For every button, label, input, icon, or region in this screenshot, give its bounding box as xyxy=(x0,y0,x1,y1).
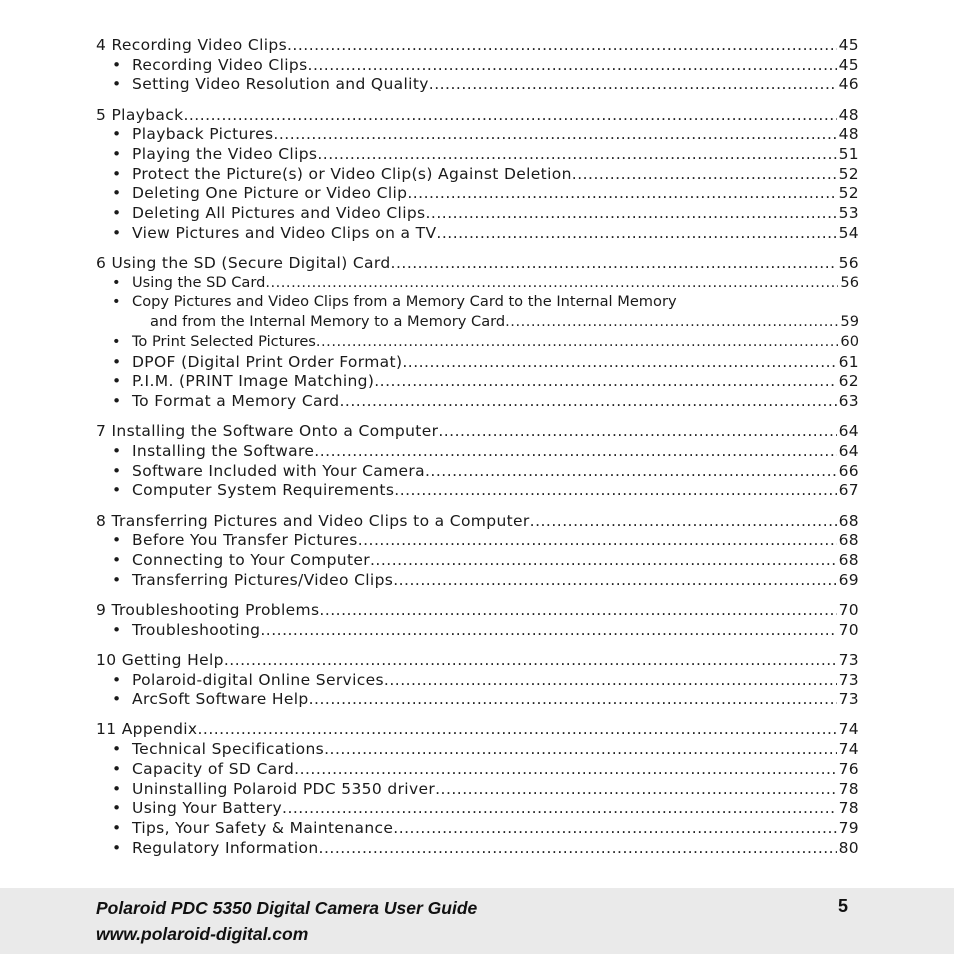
toc-item-page: 74 xyxy=(838,740,859,759)
dot-leader xyxy=(316,333,839,350)
toc-chapter-page: 45 xyxy=(838,36,859,54)
page-footer xyxy=(0,888,954,954)
toc-item-page: 61 xyxy=(838,352,859,371)
toc-section xyxy=(96,254,859,412)
toc-chapter-title: 7 Installing the Software Onto a Computer xyxy=(96,422,439,441)
dot-leader xyxy=(435,780,836,798)
toc-chapter-title: 4 Recording Video Clips xyxy=(96,36,287,54)
toc-item-page: 64 xyxy=(838,441,859,460)
toc-item-title: • Tips, Your Safety & Maintenance xyxy=(96,819,393,837)
dot-leader xyxy=(308,56,837,74)
toc-item-title: • Deleting All Pictures and Video Clips xyxy=(96,204,425,222)
toc-item-title: • Before You Transfer Pictures xyxy=(96,531,358,549)
toc-item-page: 45 xyxy=(838,55,859,74)
toc-section xyxy=(96,512,859,591)
toc-item-page: 68 xyxy=(838,531,859,550)
toc-item xyxy=(96,760,859,780)
toc-chapter xyxy=(96,720,859,740)
toc-item-page: 78 xyxy=(838,799,859,818)
toc-item-title: • Troubleshooting xyxy=(96,621,260,639)
footer-url: www.polaroid-digital.com xyxy=(96,924,309,944)
toc-chapter xyxy=(96,651,859,671)
toc-item-title: • Computer System Requirements xyxy=(96,481,394,499)
dot-leader xyxy=(282,799,837,817)
dot-leader xyxy=(505,313,838,330)
toc-item-title: • Software Included with Your Camera xyxy=(96,462,425,480)
toc-item-title: • Copy Pictures and Video Clips from a Memory Card to the Internal Memory xyxy=(96,293,677,310)
dot-leader xyxy=(273,125,836,143)
toc-chapter-title: 8 Transferring Pictures and Video Clips to a Computer xyxy=(96,511,530,530)
toc-section xyxy=(96,422,859,501)
toc-item xyxy=(96,819,859,839)
toc-item xyxy=(96,442,859,462)
dot-leader xyxy=(425,462,837,480)
toc-item xyxy=(96,799,859,819)
toc-item-title: • Playing the Video Clips xyxy=(96,145,317,163)
toc-item-title: • Playback Pictures xyxy=(96,125,273,143)
dot-leader xyxy=(384,671,837,689)
toc-chapter xyxy=(96,601,859,621)
toc-item-page: 54 xyxy=(838,223,859,242)
dot-leader xyxy=(530,512,837,530)
toc-chapter-page: 64 xyxy=(838,422,859,441)
dot-leader xyxy=(197,720,836,738)
toc-item xyxy=(96,184,859,204)
toc-item-title: • Using the SD Card xyxy=(96,274,265,291)
dot-leader xyxy=(183,106,836,124)
dot-leader xyxy=(429,75,837,93)
table-of-contents xyxy=(96,36,859,869)
toc-item xyxy=(96,145,859,165)
toc-item xyxy=(96,621,859,641)
toc-item-page: 68 xyxy=(838,550,859,569)
toc-item xyxy=(96,56,859,76)
toc-item-continuation xyxy=(96,313,859,333)
toc-section xyxy=(96,651,859,710)
toc-item-title: • Transferring Pictures/Video Clips xyxy=(96,571,393,589)
dot-leader xyxy=(317,145,836,163)
toc-item-page: 73 xyxy=(838,670,859,689)
toc-item-page: 62 xyxy=(838,372,859,391)
dot-leader xyxy=(394,481,836,499)
toc-item xyxy=(96,481,859,501)
toc-item xyxy=(96,125,859,145)
toc-item-title: • Polaroid-digital Online Services xyxy=(96,671,384,689)
toc-item-title: • Using Your Battery xyxy=(96,799,282,817)
toc-item-title: • Uninstalling Polaroid PDC 5350 driver xyxy=(96,780,435,798)
toc-item xyxy=(96,571,859,591)
toc-item-page: 63 xyxy=(838,391,859,410)
toc-chapter-page: 70 xyxy=(838,600,859,619)
footer-title: Polaroid PDC 5350 Digital Camera User Guide xyxy=(96,898,478,918)
toc-item-title: • DPOF (Digital Print Order Format) xyxy=(96,353,402,371)
toc-chapter xyxy=(96,254,859,274)
toc-item xyxy=(96,690,859,710)
toc-item xyxy=(96,839,859,859)
dot-leader xyxy=(265,274,838,291)
dot-leader xyxy=(374,372,836,390)
toc-item-page: 56 xyxy=(840,273,859,291)
toc-item-title: • Capacity of SD Card xyxy=(96,760,294,778)
toc-item-title: • Regulatory Information xyxy=(96,839,319,857)
page-number: 5 xyxy=(838,896,849,916)
toc-section xyxy=(96,36,859,95)
toc-item-page: 46 xyxy=(838,75,859,94)
dot-leader xyxy=(393,819,836,837)
toc-item-title: • Connecting to Your Computer xyxy=(96,551,370,569)
toc-chapter-page: 48 xyxy=(838,105,859,124)
toc-chapter-title: 10 Getting Help xyxy=(96,650,224,669)
toc-item-page: 52 xyxy=(838,184,859,203)
toc-item xyxy=(96,274,859,294)
toc-item xyxy=(96,353,859,373)
toc-item-continuation-page: 59 xyxy=(840,313,859,331)
toc-section xyxy=(96,106,859,244)
toc-item xyxy=(96,780,859,800)
dot-leader xyxy=(224,651,837,669)
toc-item-title: • To Print Selected Pictures xyxy=(96,333,316,350)
dot-leader xyxy=(309,690,837,708)
toc-item-title: • Setting Video Resolution and Quality xyxy=(96,75,429,93)
toc-item-page: 67 xyxy=(838,481,859,500)
toc-chapter xyxy=(96,422,859,442)
toc-item xyxy=(96,531,859,551)
toc-item-page: 73 xyxy=(838,690,859,709)
toc-item xyxy=(96,293,859,313)
dot-leader xyxy=(287,36,837,54)
dot-leader xyxy=(393,571,836,589)
toc-section xyxy=(96,720,859,858)
toc-item-title: • Technical Specifications xyxy=(96,740,324,758)
toc-chapter-title: 11 Appendix xyxy=(96,720,198,739)
toc-chapter-title: 5 Playback xyxy=(96,105,184,124)
dot-leader xyxy=(438,422,836,440)
dot-leader xyxy=(407,184,836,202)
toc-item-page: 76 xyxy=(838,759,859,778)
dot-leader xyxy=(340,392,837,410)
toc-item-page: 80 xyxy=(838,838,859,857)
dot-leader xyxy=(324,740,836,758)
toc-item-page: 79 xyxy=(838,818,859,837)
dot-leader xyxy=(436,224,836,242)
toc-chapter xyxy=(96,106,859,126)
toc-item-title: • Installing the Software xyxy=(96,442,314,460)
toc-chapter xyxy=(96,512,859,532)
toc-item-page: 48 xyxy=(838,125,859,144)
dot-leader xyxy=(370,551,837,569)
toc-item-page: 69 xyxy=(838,570,859,589)
toc-item-title: • Protect the Picture(s) or Video Clip(s) Against Deletion xyxy=(96,165,572,183)
toc-item-page: 78 xyxy=(838,779,859,798)
toc-chapter-title: 6 Using the SD (Secure Digital) Card xyxy=(96,254,391,273)
dot-leader xyxy=(572,165,837,183)
dot-leader xyxy=(314,442,836,460)
toc-item xyxy=(96,204,859,224)
toc-item-page: 70 xyxy=(838,620,859,639)
toc-item-page: 66 xyxy=(838,461,859,480)
toc-item-continuation-title: and from the Internal Memory to a Memory Card xyxy=(150,313,506,331)
toc-chapter-page: 74 xyxy=(838,720,859,739)
toc-chapter-page: 68 xyxy=(838,511,859,530)
toc-item xyxy=(96,165,859,185)
toc-item-page: 60 xyxy=(840,332,859,350)
toc-item xyxy=(96,333,859,353)
dot-leader xyxy=(319,601,836,619)
toc-item xyxy=(96,551,859,571)
dot-leader xyxy=(425,204,836,222)
dot-leader xyxy=(358,531,837,549)
toc-chapter-page: 73 xyxy=(838,650,859,669)
toc-item-page: 51 xyxy=(838,145,859,164)
dot-leader xyxy=(402,353,836,371)
toc-chapter-page: 56 xyxy=(838,254,859,273)
toc-item-page: 52 xyxy=(838,164,859,183)
toc-item xyxy=(96,75,859,95)
toc-item xyxy=(96,671,859,691)
toc-item-title: • Recording Video Clips xyxy=(96,56,308,74)
toc-item-title: • P.I.M. (PRINT Image Matching) xyxy=(96,372,374,390)
toc-item xyxy=(96,372,859,392)
toc-item-title: • View Pictures and Video Clips on a TV xyxy=(96,224,436,242)
toc-item xyxy=(96,740,859,760)
dot-leader xyxy=(391,254,837,272)
toc-item-page: 53 xyxy=(838,204,859,223)
toc-item xyxy=(96,392,859,412)
toc-chapter xyxy=(96,36,859,56)
toc-section xyxy=(96,601,859,640)
toc-chapter-title: 9 Troubleshooting Problems xyxy=(96,600,320,619)
toc-item-title: • Deleting One Picture or Video Clip xyxy=(96,184,407,202)
toc-item-title: • ArcSoft Software Help xyxy=(96,690,309,708)
dot-leader xyxy=(260,621,836,639)
toc-item-title: • To Format a Memory Card xyxy=(96,392,340,410)
toc-item xyxy=(96,224,859,244)
dot-leader xyxy=(294,760,836,778)
toc-item xyxy=(96,462,859,482)
dot-leader xyxy=(319,839,837,857)
